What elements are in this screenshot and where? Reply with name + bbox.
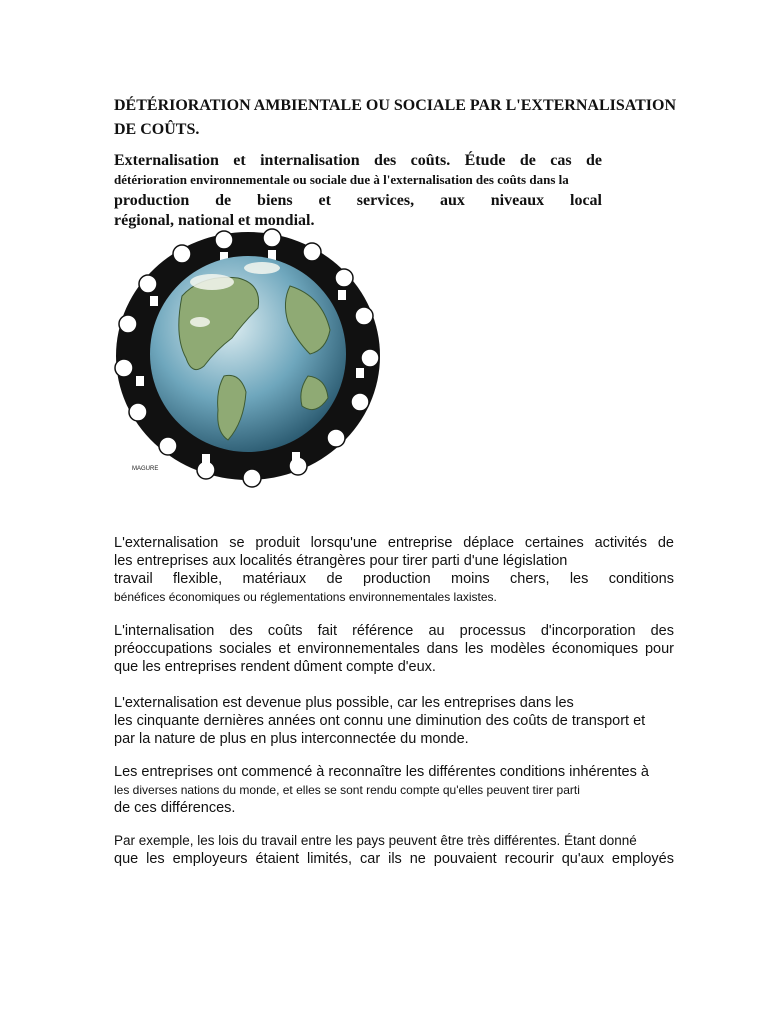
globe-surrounded-by-businessmen-icon	[112, 226, 384, 490]
subtitle-line-4: régional, national et mondial.	[114, 212, 315, 229]
paragraph-line: préoccupations sociales et environnementales dans les modèles économiques pour	[114, 641, 674, 657]
subtitle-line-1: Externalisation et internalisation des coûts. Étude de cas de	[114, 152, 602, 169]
subtitle-line-2: détérioration environnementale ou sociale due à l'externalisation des coûts dans la	[114, 172, 569, 187]
paragraph-line: bénéfices économiques ou réglementations environnementales laxistes.	[114, 590, 497, 604]
paragraph-line: L'externalisation se produit lorsqu'une entreprise déplace certaines activités de	[114, 535, 674, 551]
paragraph-line: L'externalisation est devenue plus possible, car les entreprises dans les	[114, 695, 574, 711]
paragraph-line: de ces différences.	[114, 800, 236, 816]
page-subtitle	[114, 151, 602, 230]
paragraph-line: que les employeurs étaient limités, car ils ne pouvaient recourir qu'aux employés	[114, 851, 674, 867]
paragraph-1	[114, 534, 674, 606]
globe-illustration	[112, 226, 384, 490]
paragraph-line: les entreprises aux localités étrangères pour tirer parti d'une législation	[114, 553, 568, 569]
paragraph-line: les diverses nations du monde, et elles se sont rendu compte qu'elles peuvent tirer parti	[114, 783, 580, 797]
paragraph-line: que les entreprises rendent dûment compte d'eux.	[114, 659, 436, 675]
paragraph-line: Les entreprises ont commencé à reconnaître les différentes conditions inhérentes à	[114, 764, 649, 780]
paragraph-line: Par exemple, les lois du travail entre les pays peuvent être très différentes. Étant donné	[114, 833, 637, 848]
paragraph-line: par la nature de plus en plus interconnectée du monde.	[114, 731, 469, 747]
subtitle-line-3: production de biens et services, aux niveaux local	[114, 192, 602, 209]
paragraph-line: L'internalisation des coûts fait référence au processus d'incorporation des	[114, 623, 674, 639]
paragraph-2	[114, 622, 674, 676]
paragraph-5	[114, 832, 674, 868]
paragraph-line: les cinquante dernières années ont connu une diminution des coûts de transport et	[114, 713, 646, 729]
paragraph-4	[114, 763, 674, 817]
illustration-signature: MAGURE	[132, 466, 159, 472]
paragraph-line: travail flexible, matériaux de production moins chers, les conditions	[114, 571, 674, 587]
page-title: DÉTÉRIORATION AMBIENTALE OU SOCIALE PAR L'EXTERNALISATION DE COÛTS.	[114, 97, 677, 138]
paragraph-3	[114, 694, 674, 748]
